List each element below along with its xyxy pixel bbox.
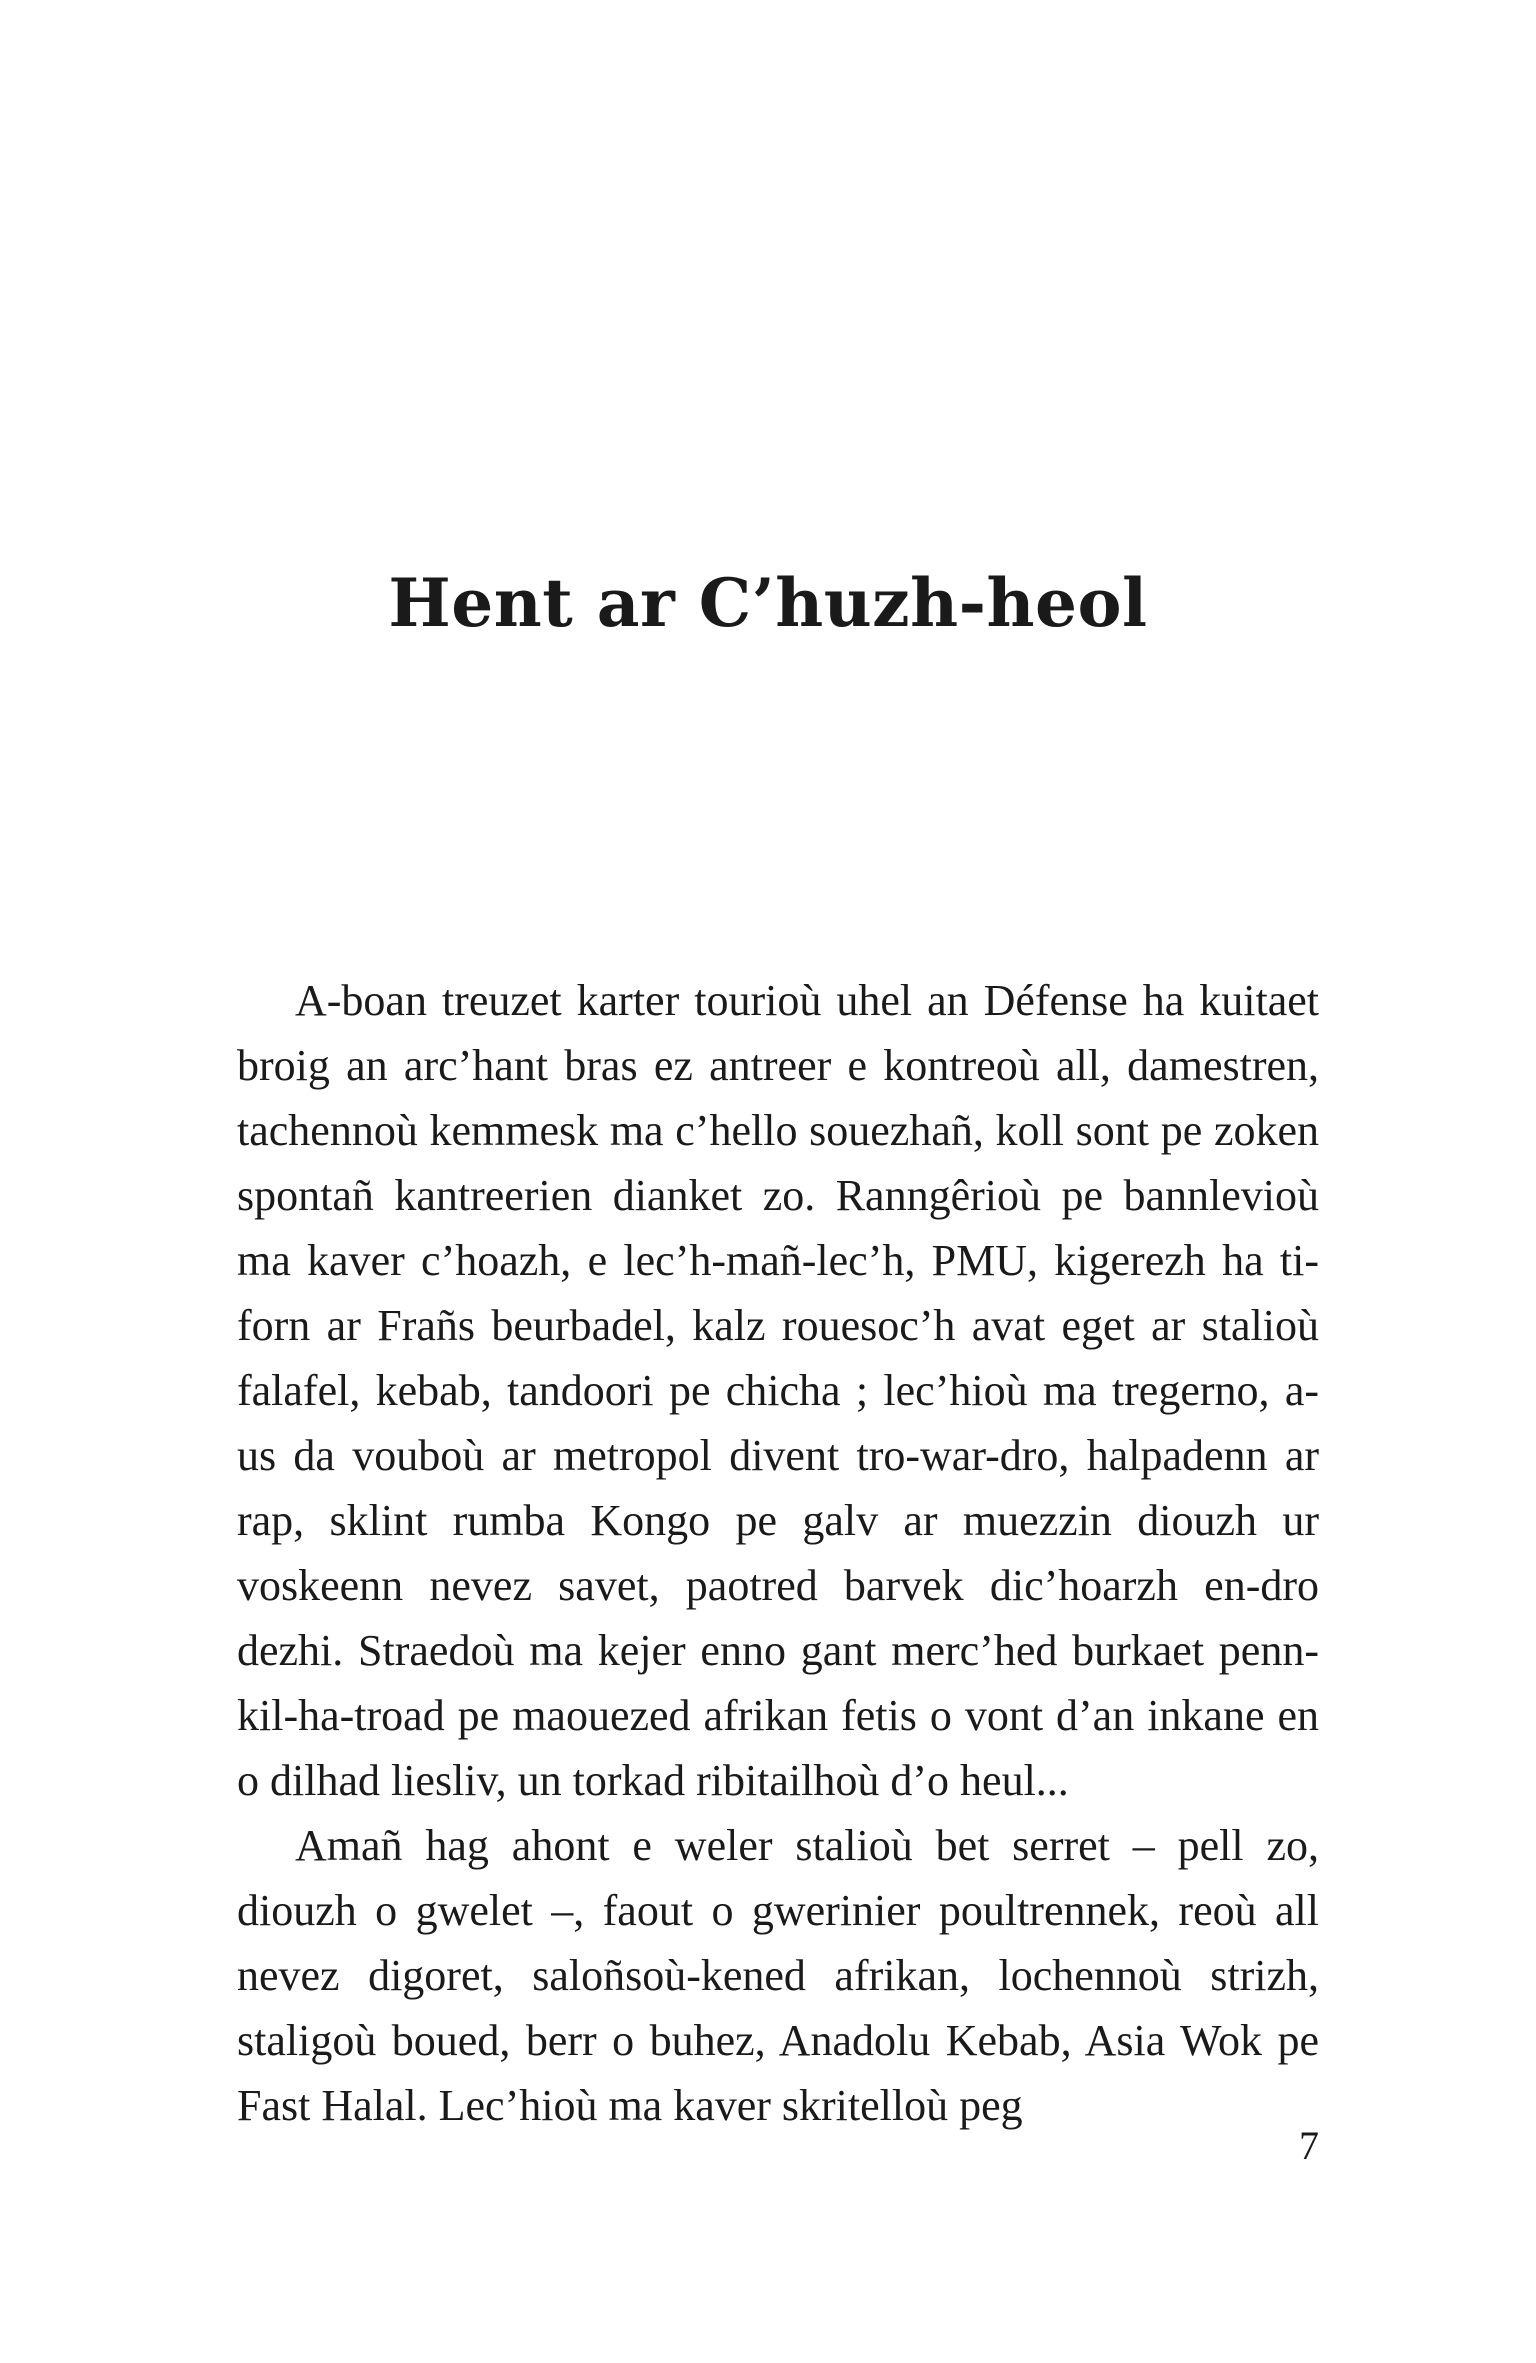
paragraph: A-boan treuzet karter tourioù uhel an Défense ha kuitaet broig an arc’hant bras ez antreer e kontreoù all, damestren, tachennoù kemmesk ma c’hello souezhañ, koll sont pe zoken spontañ kantreerien dianket zo. Ranngêrioù pe bannlevioù ma kaver c’hoazh, e lec’h-mañ-lec’h, PMU, kigerezh ha ti-forn ar Frañs beurbadel, kalz rouesoc’h avat eget ar stalioù falafel, kebab, tandoori pe chicha ; lec’hioù ma tregerno, a-us da vouboù ar metropol divent tro-war-dro, halpadenn ar rap, sklint rumba Kongo pe galv ar muezzin diouzh ur voskeenn nevez savet, paotred barvek dic’hoarzh en-dro dezhi. Straedoù ma kejer enno gant merc’hed burkaet penn-kil-ha-troad pe maouezed afrikan fetis o vont d’an inkane en o dilhad liesliv, un torkad ribitailhoù d’o heul...	[237, 976, 1319, 1805]
paragraph: Amañ hag ahont e weler stalioù bet serret – pell zo, diouzh o gwelet –, faout o gwerinier poultrennek, reoù all nevez digoret, saloñsoù-kened afrikan, lochennoù strizh, staligoù boued, berr o buhez, Anadolu Kebab, Asia Wok pe Fast Halal. Lec’hioù ma kaver skritelloù peg	[237, 1821, 1319, 2130]
chapter-title: Hent ar C’huzh-heol	[388, 564, 1148, 642]
body-text	[237, 968, 1319, 2138]
page-number: 7	[1299, 2123, 1319, 2168]
